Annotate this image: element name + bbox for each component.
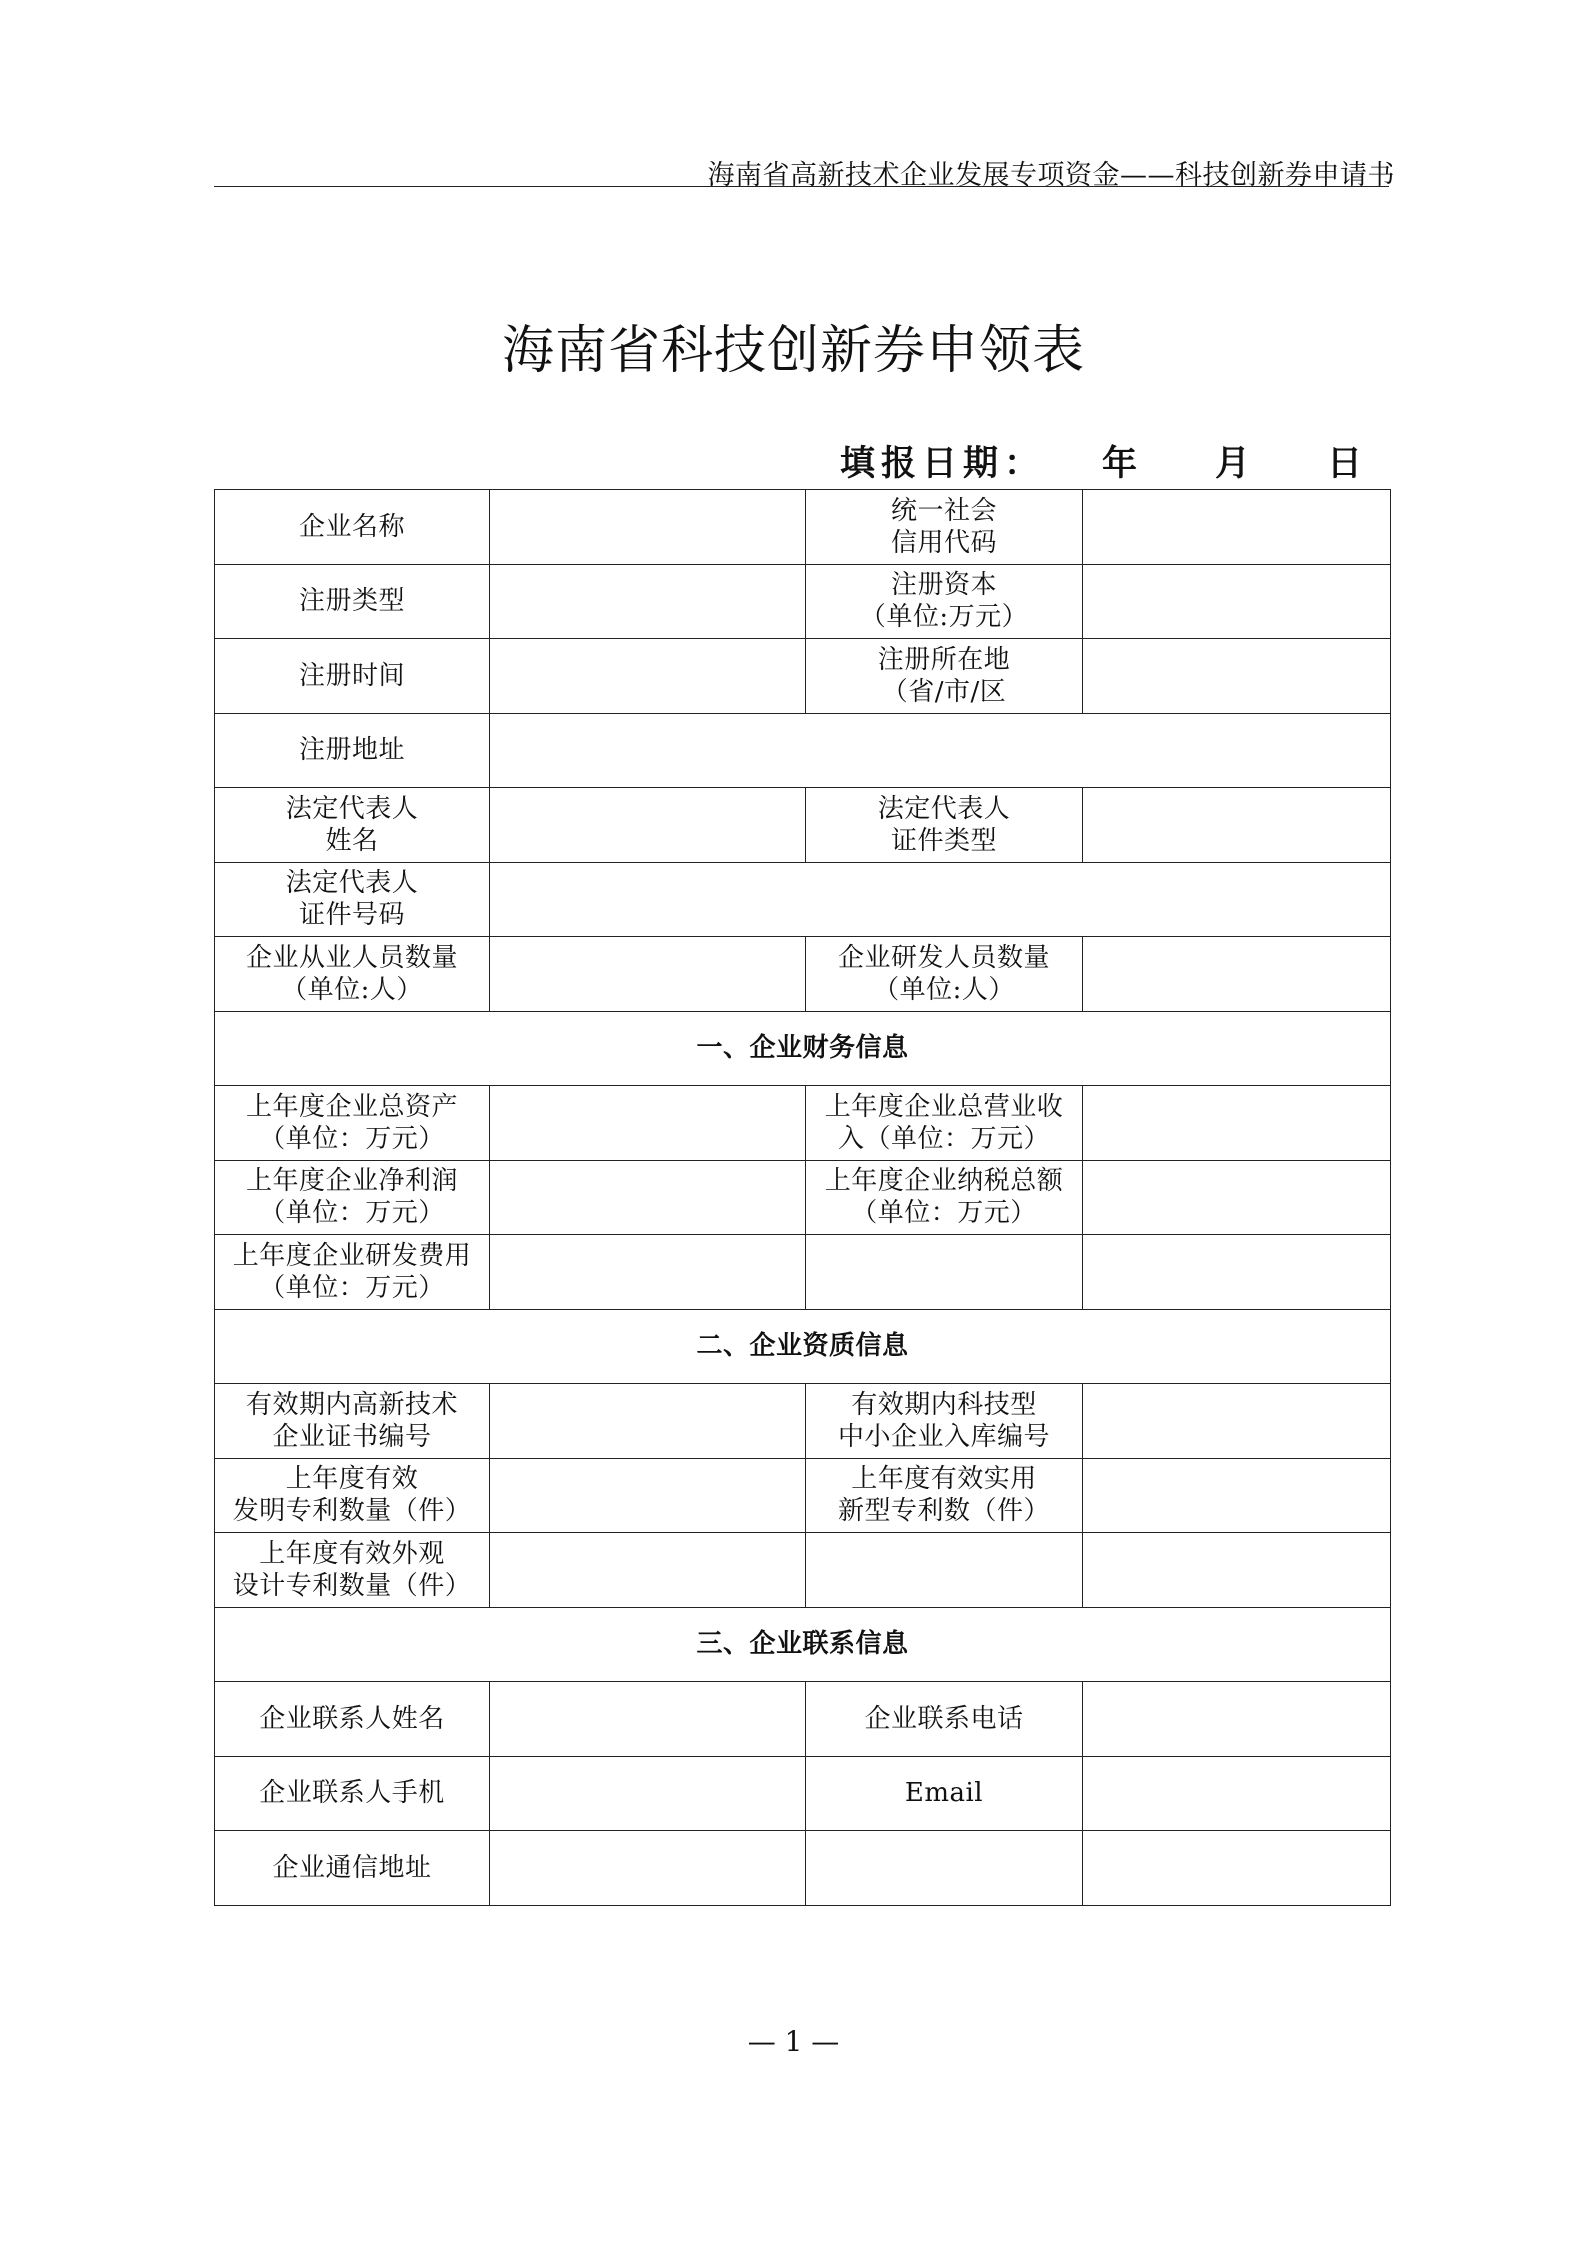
rd-expense-field[interactable] xyxy=(490,1235,806,1310)
form-row xyxy=(215,1235,1391,1310)
reg-address-field[interactable] xyxy=(490,713,1391,788)
legal-rep-name-label: 法定代表人 姓名 xyxy=(215,788,490,863)
form-row xyxy=(215,639,1391,714)
form-section-row xyxy=(215,1309,1391,1384)
form-row xyxy=(215,1756,1391,1831)
reg-capital-field[interactable] xyxy=(1083,564,1391,639)
tax-total-label: 上年度企业纳税总额 （单位：万元） xyxy=(806,1160,1083,1235)
credit-code-field[interactable] xyxy=(1083,490,1391,565)
header-rule xyxy=(214,186,1389,187)
running-header: 海南省高新技术企业发展专项资金——科技创新券申请书 xyxy=(707,160,1395,191)
form-row xyxy=(215,1384,1391,1459)
revenue-field[interactable] xyxy=(1083,1086,1391,1161)
invention-patents-label: 上年度有效 发明专利数量（件） xyxy=(215,1458,490,1533)
empty-cell xyxy=(1083,1533,1391,1608)
empty-cell xyxy=(806,1533,1083,1608)
employees-field[interactable] xyxy=(490,937,806,1012)
email-field[interactable] xyxy=(1083,1756,1391,1831)
reg-time-field[interactable] xyxy=(490,639,806,714)
form-row xyxy=(215,788,1391,863)
form-row xyxy=(215,490,1391,565)
legal-rep-name-field[interactable] xyxy=(490,788,806,863)
empty-cell xyxy=(1083,1831,1391,1906)
empty-cell xyxy=(1083,1235,1391,1310)
contact-phone-label: 企业联系电话 xyxy=(806,1682,1083,1757)
form-section-row xyxy=(215,1607,1391,1682)
reg-address-label: 注册地址 xyxy=(215,713,490,788)
utility-patents-label: 上年度有效实用 新型专利数（件） xyxy=(806,1458,1083,1533)
contact-name-field[interactable] xyxy=(490,1682,806,1757)
reg-time-label: 注册时间 xyxy=(215,639,490,714)
credit-code-label: 统一社会 信用代码 xyxy=(806,490,1083,565)
form-row xyxy=(215,713,1391,788)
legal-rep-id-type-field[interactable] xyxy=(1083,788,1391,863)
application-form-table xyxy=(214,489,1391,1906)
form-row xyxy=(215,564,1391,639)
date-year-label: 年 xyxy=(1102,443,1138,484)
tax-total-field[interactable] xyxy=(1083,1160,1391,1235)
employees-label: 企业从业人员数量 （单位:人） xyxy=(215,937,490,1012)
sme-id-field[interactable] xyxy=(1083,1384,1391,1459)
sme-id-label: 有效期内科技型 中小企业入库编号 xyxy=(806,1384,1083,1459)
rd-staff-label: 企业研发人员数量 （单位:人） xyxy=(806,937,1083,1012)
contact-phone-field[interactable] xyxy=(1083,1682,1391,1757)
form-row xyxy=(215,1458,1391,1533)
form-row xyxy=(215,1682,1391,1757)
reg-capital-label: 注册资本 （单位:万元） xyxy=(806,564,1083,639)
hitech-cert-field[interactable] xyxy=(490,1384,806,1459)
revenue-label: 上年度企业总营业收 入（单位：万元） xyxy=(806,1086,1083,1161)
section-financial-heading: 一、企业财务信息 xyxy=(215,1011,1391,1086)
reg-location-field[interactable] xyxy=(1083,639,1391,714)
design-patents-label: 上年度有效外观 设计专利数量（件） xyxy=(215,1533,490,1608)
invention-patents-field[interactable] xyxy=(490,1458,806,1533)
rd-expense-label: 上年度企业研发费用 （单位：万元） xyxy=(215,1235,490,1310)
section-qualification-heading: 二、企业资质信息 xyxy=(215,1309,1391,1384)
email-label: Email xyxy=(806,1756,1083,1831)
utility-patents-field[interactable] xyxy=(1083,1458,1391,1533)
hitech-cert-label: 有效期内高新技术 企业证书编号 xyxy=(215,1384,490,1459)
reg-type-label: 注册类型 xyxy=(215,564,490,639)
rd-staff-field[interactable] xyxy=(1083,937,1391,1012)
form-section-row xyxy=(215,1011,1391,1086)
fill-date-label: 填报日期： xyxy=(840,443,1046,484)
form-title: 海南省科技创新券申领表 xyxy=(501,321,1085,381)
mail-address-label: 企业通信地址 xyxy=(215,1831,490,1906)
fill-date-row xyxy=(840,436,1363,486)
date-day-label: 日 xyxy=(1327,443,1363,484)
reg-type-field[interactable] xyxy=(490,564,806,639)
company-name-label: 企业名称 xyxy=(215,490,490,565)
company-name-field[interactable] xyxy=(490,490,806,565)
form-row xyxy=(215,1533,1391,1608)
total-assets-label: 上年度企业总资产 （单位：万元） xyxy=(215,1086,490,1161)
form-row xyxy=(215,1160,1391,1235)
legal-rep-id-no-label: 法定代表人 证件号码 xyxy=(215,862,490,937)
section-contact-heading: 三、企业联系信息 xyxy=(215,1607,1391,1682)
contact-mobile-label: 企业联系人手机 xyxy=(215,1756,490,1831)
contact-name-label: 企业联系人姓名 xyxy=(215,1682,490,1757)
empty-cell xyxy=(806,1235,1083,1310)
legal-rep-id-type-label: 法定代表人 证件类型 xyxy=(806,788,1083,863)
design-patents-field[interactable] xyxy=(490,1533,806,1608)
form-row xyxy=(215,1086,1391,1161)
net-profit-field[interactable] xyxy=(490,1160,806,1235)
total-assets-field[interactable] xyxy=(490,1086,806,1161)
contact-mobile-field[interactable] xyxy=(490,1756,806,1831)
date-month-label: 月 xyxy=(1215,443,1251,484)
empty-cell xyxy=(806,1831,1083,1906)
net-profit-label: 上年度企业净利润 （单位：万元） xyxy=(215,1160,490,1235)
form-row xyxy=(215,937,1391,1012)
page-number: — 1 — xyxy=(747,2025,840,2058)
form-row xyxy=(215,1831,1391,1906)
mail-address-field[interactable] xyxy=(490,1831,806,1906)
reg-location-label: 注册所在地 （省/市/区 xyxy=(806,639,1083,714)
legal-rep-id-no-field[interactable] xyxy=(490,862,1391,937)
form-row xyxy=(215,862,1391,937)
